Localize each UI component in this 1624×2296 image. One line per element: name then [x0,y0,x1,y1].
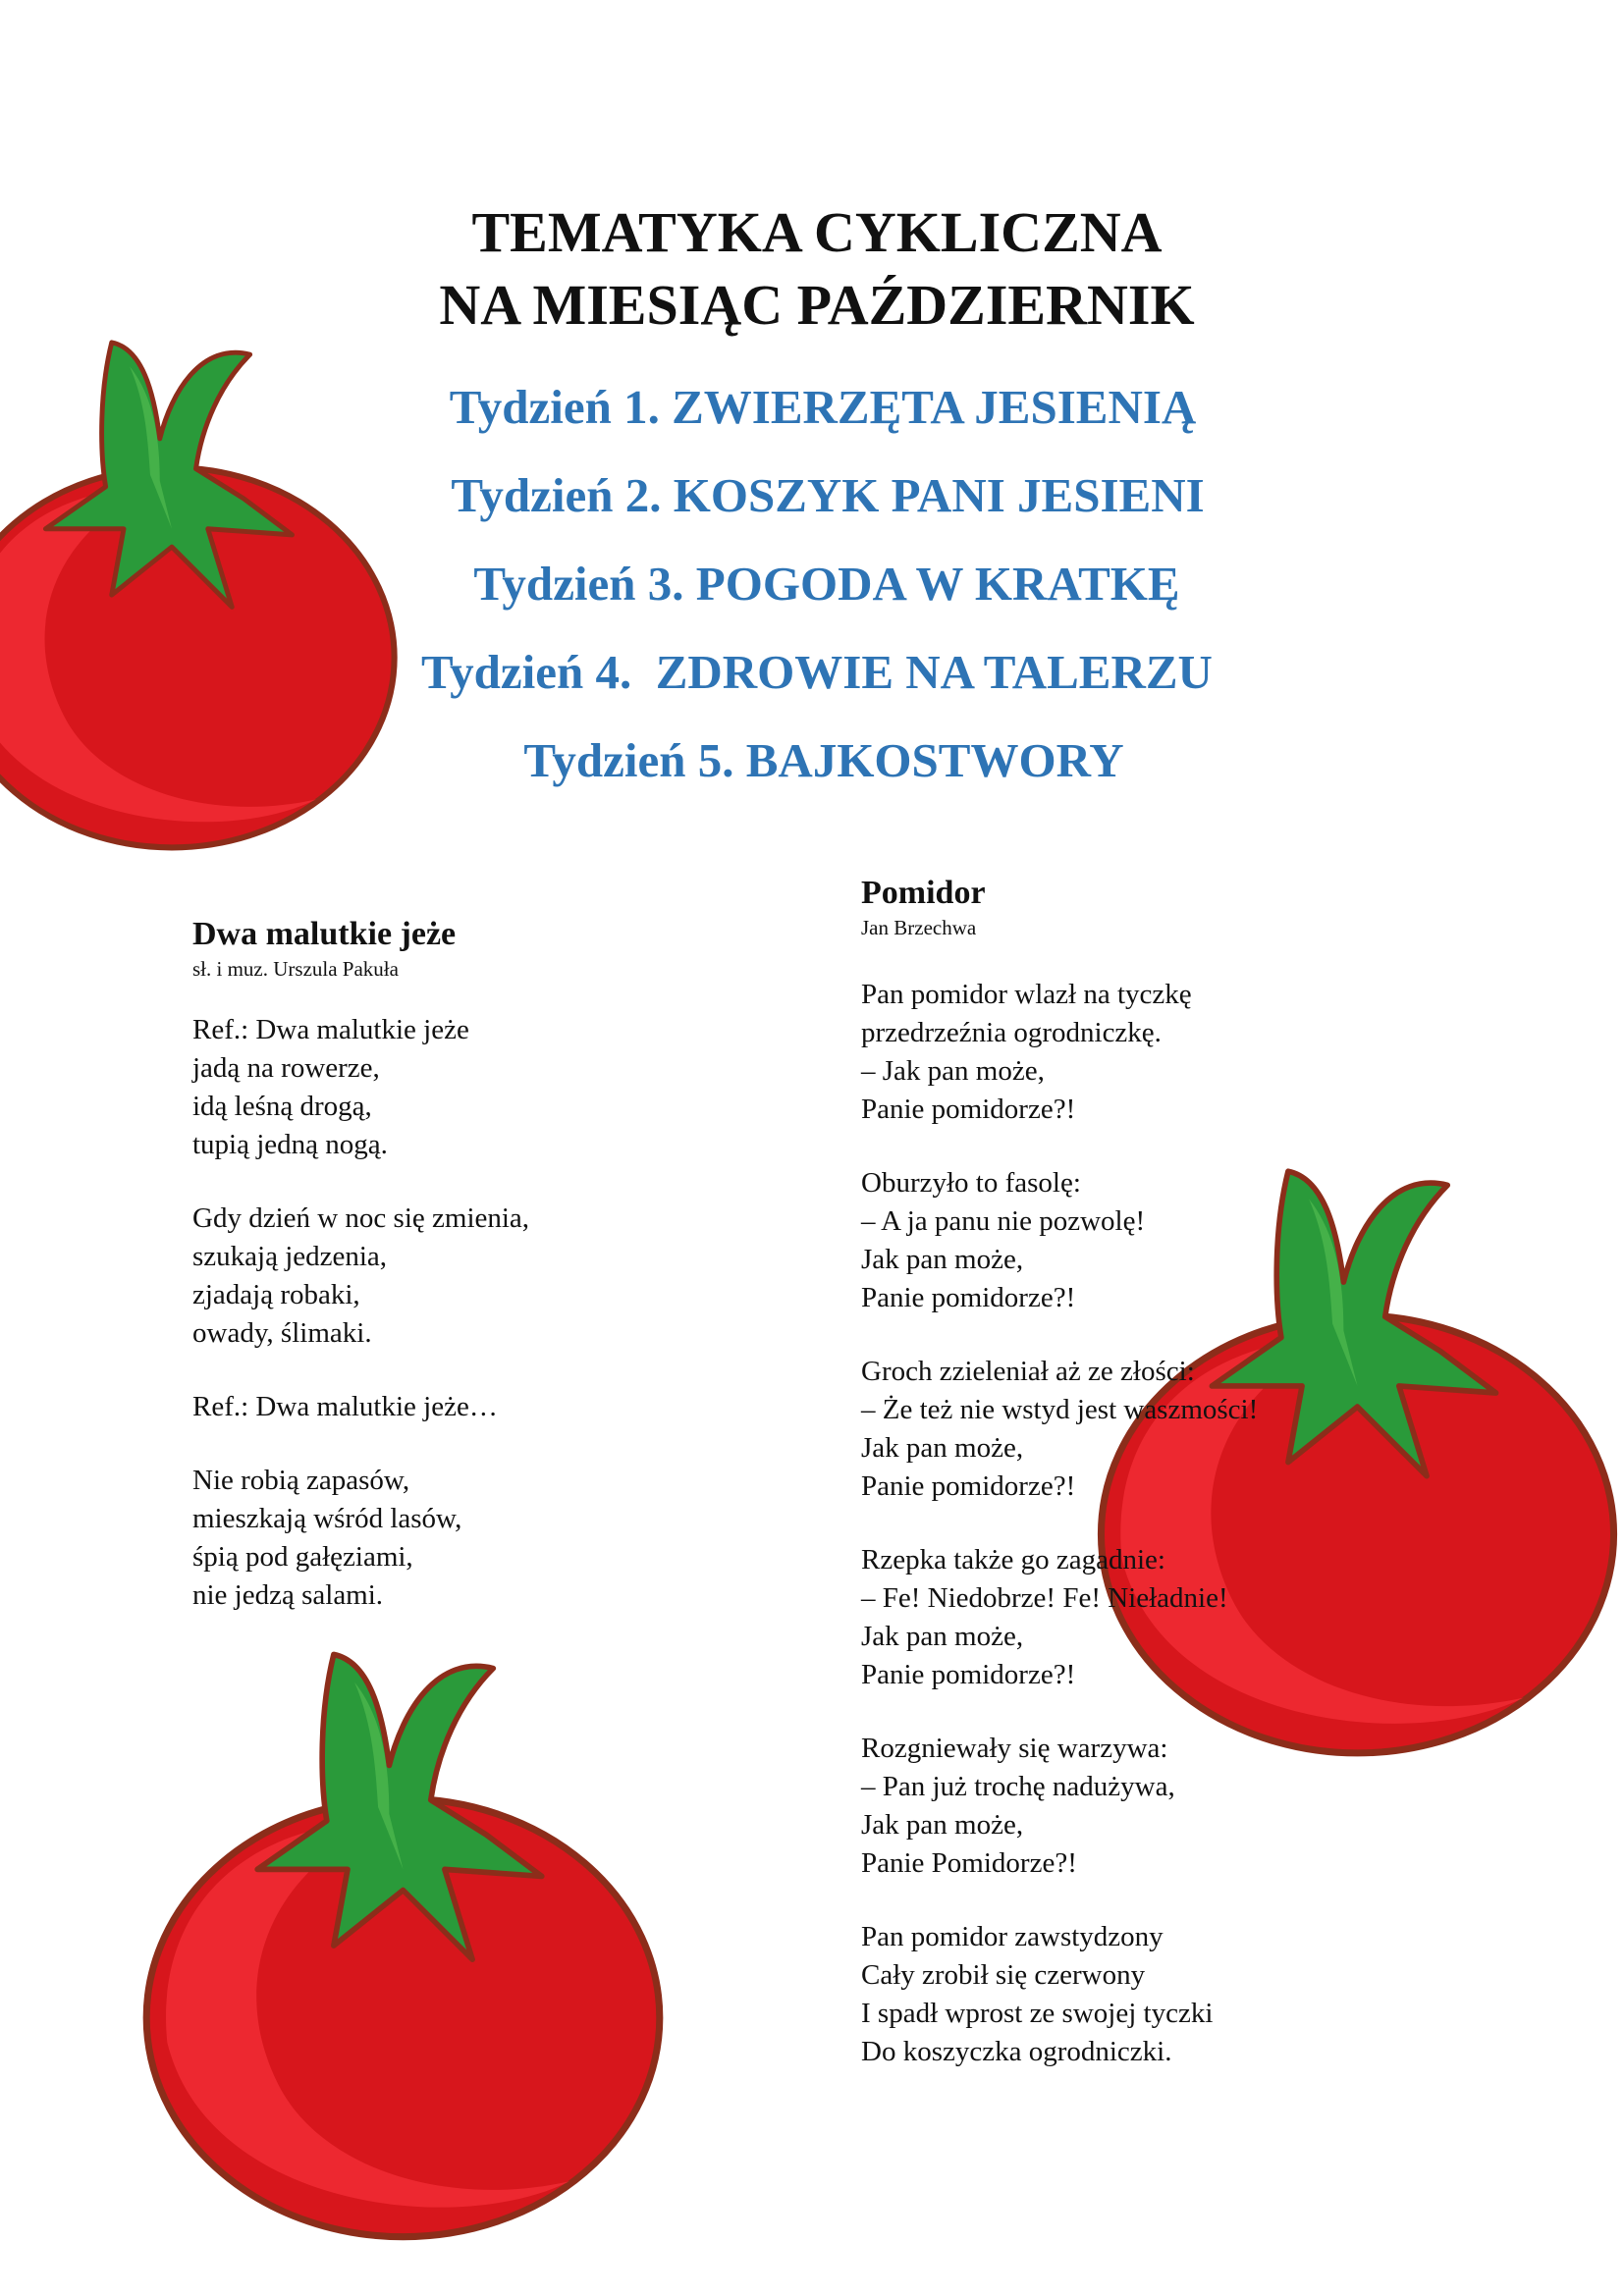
verse-line: Panie pomidorze?! [861,1094,1076,1125]
verse-line: zjadają robaki, [192,1279,360,1310]
verse-line: – Jak pan może, [861,1055,1045,1087]
song-title: Dwa malutkie jeże [192,916,457,952]
verse-line: idą leśną drogą, [192,1091,372,1122]
poem-author: Jan Brzechwa [861,916,977,939]
tomato-icon [126,1625,680,2253]
verse-line: I spadł wprost ze swojej tyczki [861,1998,1214,2029]
verse-line: mieszkają wśród lasów, [192,1503,462,1534]
week-3-topic: Tydzień 3. POGODA W KRATKĘ [473,557,1180,611]
verse-line: Pan pomidor wlazł na tyczkę [861,979,1192,1010]
verse-line: przedrzeźnia ogrodniczkę. [861,1017,1162,1048]
verse-line: Gdy dzień w noc się zmienia, [192,1202,530,1234]
poem-pomidor [861,874,1258,2107]
stanza [192,1011,529,1164]
verse-line: Cały zrobił się czerwony [861,1959,1146,1991]
page-title-line-1: TEMATYKA CYKLICZNA [471,200,1163,264]
verse-line: tupią jedną nogą. [192,1129,388,1160]
stanza [861,976,1258,1129]
verse-line: Rzepka także go zagadnie: [861,1544,1165,1575]
verse-line: Jak pan może, [861,1809,1024,1841]
verse-line: – Pan już trochę nadużywa, [861,1771,1175,1802]
verse-line: jadą na rowerze, [192,1052,380,1084]
stanza [192,1462,529,1615]
verse-line: – Fe! Niedobrze! Fe! Nieładnie! [861,1582,1228,1614]
verse-line: – Że też nie wstyd jest waszmości! [861,1394,1259,1425]
week-2-topic: Tydzień 2. KOSZYK PANI JESIENI [451,468,1205,522]
verse-line: śpią pod gałęziami, [192,1541,413,1573]
verse-line: Panie pomidorze?! [861,1470,1076,1502]
verse-line: Panie pomidorze?! [861,1659,1076,1690]
stanza [192,1200,529,1353]
verse-line: Panie pomidorze?! [861,1282,1076,1313]
verse-line: szukają jedzenia, [192,1241,388,1272]
week-1-topic: Tydzień 1. ZWIERZĘTA JESIENIĄ [449,380,1197,434]
verse-line: nie jedzą salami. [192,1579,384,1611]
poem-title: Pomidor [861,875,986,911]
stanza [861,1918,1258,2071]
verse-line: Pan pomidor zawstydzony [861,1921,1164,1952]
verse-line: owady, ślimaki. [192,1317,372,1349]
verse-line: Nie robią zapasów, [192,1465,410,1496]
verse-line: Ref.: Dwa malutkie jeże… [192,1391,498,1422]
song-dwa-malutkie-jeze [192,915,529,1650]
verse-line: – A ja panu nie pozwolę! [861,1205,1146,1237]
verse-line: Jak pan może, [861,1432,1024,1464]
verse-line: Ref.: Dwa malutkie jeże [192,1014,469,1045]
stanza [861,1353,1258,1506]
verse-line: Rozgniewały się warzywa: [861,1733,1168,1764]
verse-line: Panie Pomidorze?! [861,1847,1077,1879]
verse-line: Do koszyczka ogrodniczki. [861,2036,1172,2067]
verse-line: Oburzyło to fasolę: [861,1167,1081,1199]
page-title-line-2: NA MIESIĄC PAŹDZIERNIK [439,273,1195,337]
stanza [861,1164,1258,1317]
stanza [861,1541,1258,1694]
week-4-topic: Tydzień 4. ZDROWIE NA TALERZU [421,645,1213,699]
song-author: sł. i muz. Urszula Pakuła [192,957,399,981]
verse-line: Jak pan może, [861,1621,1024,1652]
verse-line: Groch zzieleniał aż ze złości: [861,1356,1195,1387]
week-5-topic: Tydzień 5. BAJKOSTWORY [523,733,1124,787]
stanza [192,1388,529,1426]
stanza [861,1730,1258,1883]
verse-line: Jak pan może, [861,1244,1024,1275]
